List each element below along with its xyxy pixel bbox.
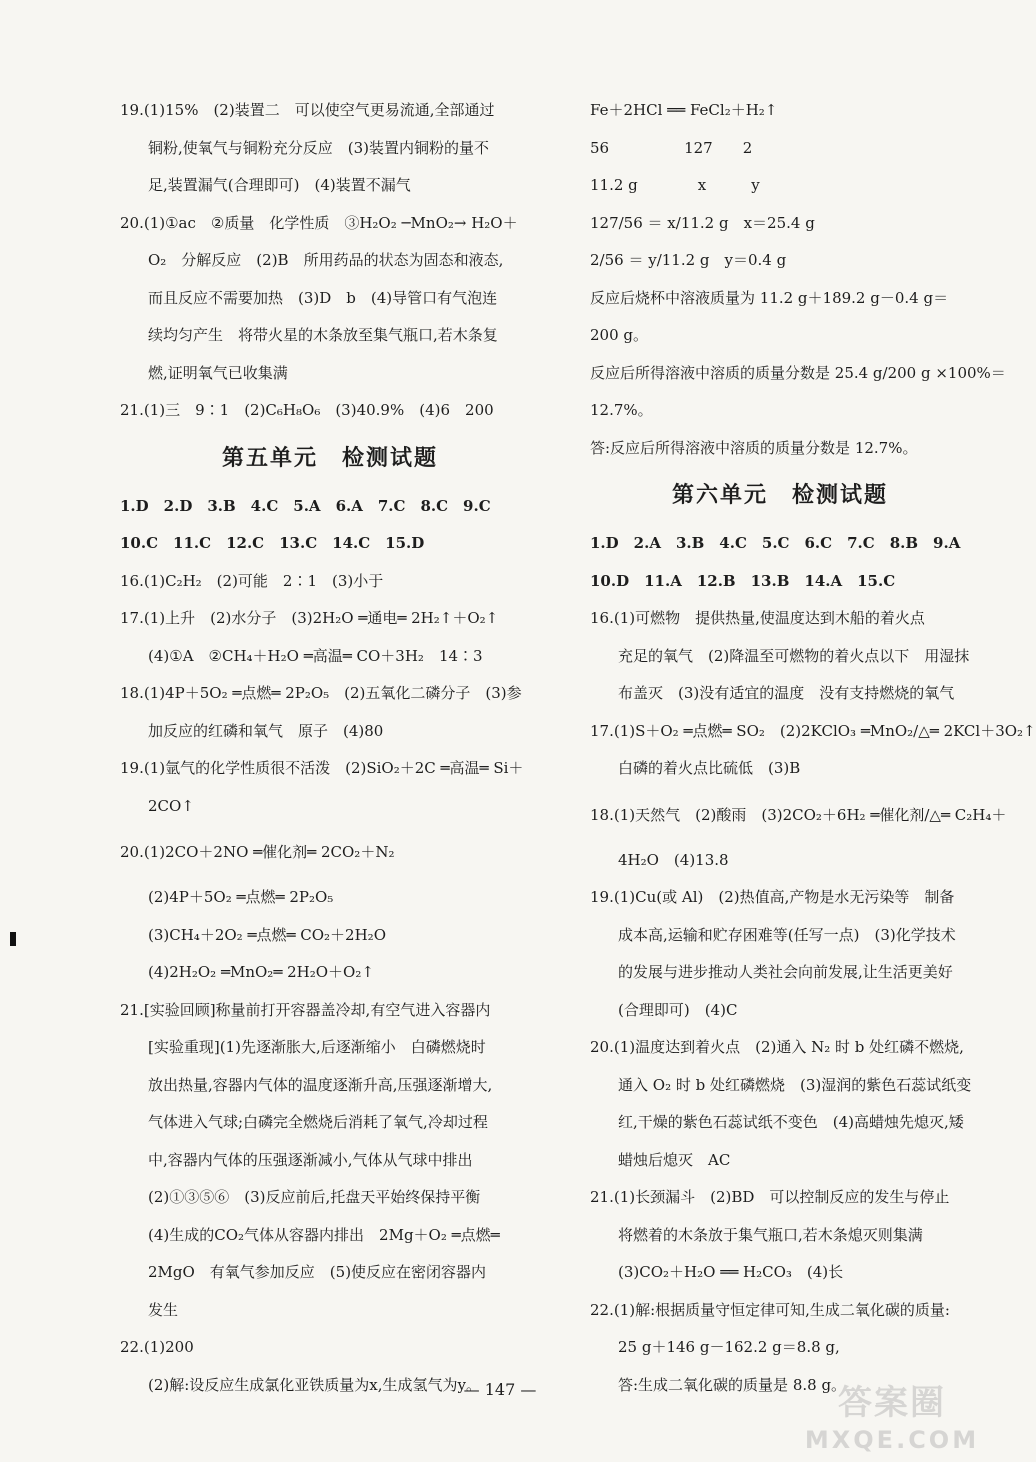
answer-line: [实验重现](1)先逐渐胀大,后逐渐缩小 白磷燃烧时 (148, 1038, 486, 1056)
answer-line: (4)①A ②CH₄＋H₂O ═高温═ CO＋3H₂ 14∶3 (148, 646, 483, 665)
answer-line: 20.(1)①ac ②质量 化学性质 ③H₂O₂ ─MnO₂→ H₂O＋ (120, 213, 518, 232)
answer-line: 铜粉,使氧气与铜粉充分反应 (3)装置内铜粉的量不 (148, 138, 490, 157)
answer-line: 答:生成二氧化碳的质量是 8.8 g。 (618, 1375, 847, 1394)
answer-line: 足,装置漏气(合理即可) (4)装置不漏气 (148, 176, 411, 194)
answer-line: (2)①③⑤⑥ (3)反应前后,托盘天平始终保持平衡 (148, 1188, 481, 1206)
answer-line: 16.(1)C₂H₂ (2)可能 2∶1 (3)小于 (120, 571, 384, 590)
answer-line: 127/56 ＝ x/11.2 g x＝25.4 g (590, 213, 815, 232)
answer-line: 加反应的红磷和氧气 原子 (4)80 (148, 721, 384, 740)
watermark-logo (802, 1380, 982, 1458)
answer-line: 的发展与进步推动人类社会向前发展,让生活更美好 (618, 963, 953, 981)
answer-line: 而且反应不需要加热 (3)D b (4)导管口有气泡连 (148, 288, 498, 307)
answer-line: (3)CO₂＋H₂O ══ H₂CO₃ (4)长 (618, 1263, 844, 1281)
answer-line: 20.(1)温度达到着火点 (2)通入 N₂ 时 b 处红磷不燃烧, (590, 1038, 964, 1056)
answer-line: 17.(1)上升 (2)水分子 (3)2H₂O ═通电═ 2H₂↑＋O₂↑ (120, 609, 499, 627)
left-column (120, 92, 540, 1404)
answer-line: O₂ 分解反应 (2)B 所用药品的状态为固态和液态, (148, 251, 504, 269)
answer-line: 12.7%。 (590, 401, 653, 419)
answer-line: 17.(1)S＋O₂ ═点燃═ SO₂ (2)2KClO₃ ═MnO₂/△═ 2KCl＋3O₂↑ (590, 721, 1036, 740)
choice-answers: 1.D 2.D 3.B 4.C 5.A 6.A 7.C 8.C 9.C (120, 496, 491, 515)
answer-line: 通入 O₂ 时 b 处红磷燃烧 (3)湿润的紫色石蕊试纸变 (618, 1075, 972, 1094)
answer-line: 中,容器内气体的压强逐渐减小,气体从气球中排出 (148, 1150, 473, 1169)
answer-line: 成本高,运输和贮存困难等(任写一点) (3)化学技术 (618, 925, 956, 944)
answer-line: 反应后所得溶液中溶质的质量分数是 25.4 g/200 g ×100%＝ (590, 363, 1006, 382)
logo-main-text: 答案圈 (838, 1383, 946, 1423)
choice-answers: 1.D 2.A 3.B 4.C 5.C 6.C 7.C 8.B 9.A (590, 534, 961, 552)
answer-line: 充足的氧气 (2)降温至可燃物的着火点以下 用湿抹 (618, 646, 970, 665)
answer-line: (2)解:设反应生成氯化亚铁质量为x,生成氢气为y。 (148, 1375, 482, 1394)
answer-line: 21.[实验回顾]称量前打开容器盖冷却,有空气进入容器内 (120, 1000, 491, 1019)
page-number: — 147 — (463, 1380, 537, 1399)
answer-line: 11.2 g x y (590, 176, 760, 194)
logo-sub-text: MXQE.COM (804, 1426, 980, 1454)
answer-line: (合理即可) (4)C (618, 1000, 738, 1019)
answer-line: 22.(1)解:根据质量守恒定律可知,生成二氧化碳的质量: (590, 1300, 950, 1319)
section-heading: 第六单元 检测试题 (671, 483, 888, 508)
answer-line: 4H₂O (4)13.8 (618, 850, 729, 869)
answer-line: 56 127 2 (590, 138, 753, 157)
answer-line: (3)CH₄＋2O₂ ═点燃═ CO₂＋2H₂O (148, 925, 386, 944)
answer-line: 25 g＋146 g－162.2 g＝8.8 g, (618, 1338, 840, 1356)
answer-line: 2CO↑ (148, 796, 194, 815)
answer-line: 布盖灭 (3)没有适宜的温度 没有支持燃烧的氧气 (618, 684, 955, 702)
answer-line: (2)4P＋5O₂ ═点燃═ 2P₂O₅ (148, 888, 334, 906)
answer-line: 19.(1)15% (2)装置二 可以使空气更易流通,全部通过 (120, 101, 495, 119)
choice-answers: 10.C 11.C 12.C 13.C 14.C 15.D (120, 534, 425, 552)
answer-line: 燃,证明氧气已收集满 (148, 363, 288, 382)
edge-mark (10, 932, 16, 946)
answer-line: 21.(1)三 9∶1 (2)C₆H₈O₆ (3)40.9% (4)6 200 (120, 401, 494, 419)
answer-line: 发生 (148, 1300, 179, 1319)
answer-line: 16.(1)可燃物 提供热量,使温度达到木船的着火点 (590, 609, 925, 627)
answer-line: 红,干燥的紫色石蕊试纸不变色 (4)高蜡烛先熄灭,矮 (618, 1113, 964, 1131)
answer-line: 19.(1)氩气的化学性质很不活泼 (2)SiO₂＋2C ═高温═ Si＋ (120, 759, 524, 777)
answer-line: 蜡烛后熄灭 AC (618, 1150, 731, 1169)
answer-line: 22.(1)200 (120, 1338, 194, 1356)
choice-answers: 10.D 11.A 12.B 13.B 14.A 15.C (590, 571, 896, 590)
answer-line: 2MgO 有氧气参加反应 (5)使反应在密闭容器内 (148, 1263, 487, 1281)
answer-line: Fe＋2HCl ══ FeCl₂＋H₂↑ (590, 101, 778, 119)
answer-line: 反应后烧杯中溶液质量为 11.2 g＋189.2 g－0.4 g＝ (590, 288, 949, 307)
answer-line: 21.(1)长颈漏斗 (2)BD 可以控制反应的发生与停止 (590, 1188, 950, 1206)
answer-line: 20.(1)2CO＋2NO ═催化剂═ 2CO₂＋N₂ (120, 843, 395, 861)
answer-line: 气体进入气球;白磷完全燃烧后消耗了氧气,冷却过程 (148, 1113, 488, 1131)
answer-line: 200 g。 (590, 326, 649, 344)
right-column (590, 92, 1036, 1404)
answer-line: (4)生成的CO₂气体从容器内排出 2Mg＋O₂ ═点燃═ (148, 1225, 500, 1244)
answer-line: 续均匀产生 将带火星的木条放至集气瓶口,若木条复 (148, 326, 498, 344)
section-heading: 第五单元 检测试题 (221, 445, 438, 471)
answer-line: 2/56 ＝ y/11.2 g y＝0.4 g (590, 251, 787, 269)
answer-line: 答:反应后所得溶液中溶质的质量分数是 12.7%。 (590, 438, 918, 457)
answer-line: 白磷的着火点比硫低 (3)B (618, 759, 801, 777)
answer-line: 放出热量,容器内气体的温度逐渐升高,压强逐渐增大, (148, 1075, 493, 1094)
answer-line: 18.(1)4P＋5O₂ ═点燃═ 2P₂O₅ (2)五氧化二磷分子 (3)参 (120, 684, 522, 702)
answer-line: 将燃着的木条放于集气瓶口,若木条熄灭则集满 (618, 1225, 923, 1244)
answer-line: (4)2H₂O₂ ═MnO₂═ 2H₂O＋O₂↑ (148, 963, 374, 981)
answer-line: 19.(1)Cu(或 Al) (2)热值高,产物是水无污染等 制备 (590, 888, 955, 906)
answer-line: 18.(1)天然气 (2)酸雨 (3)2CO₂＋6H₂ ═催化剂/△═ C₂H₄＋ (590, 805, 1007, 824)
